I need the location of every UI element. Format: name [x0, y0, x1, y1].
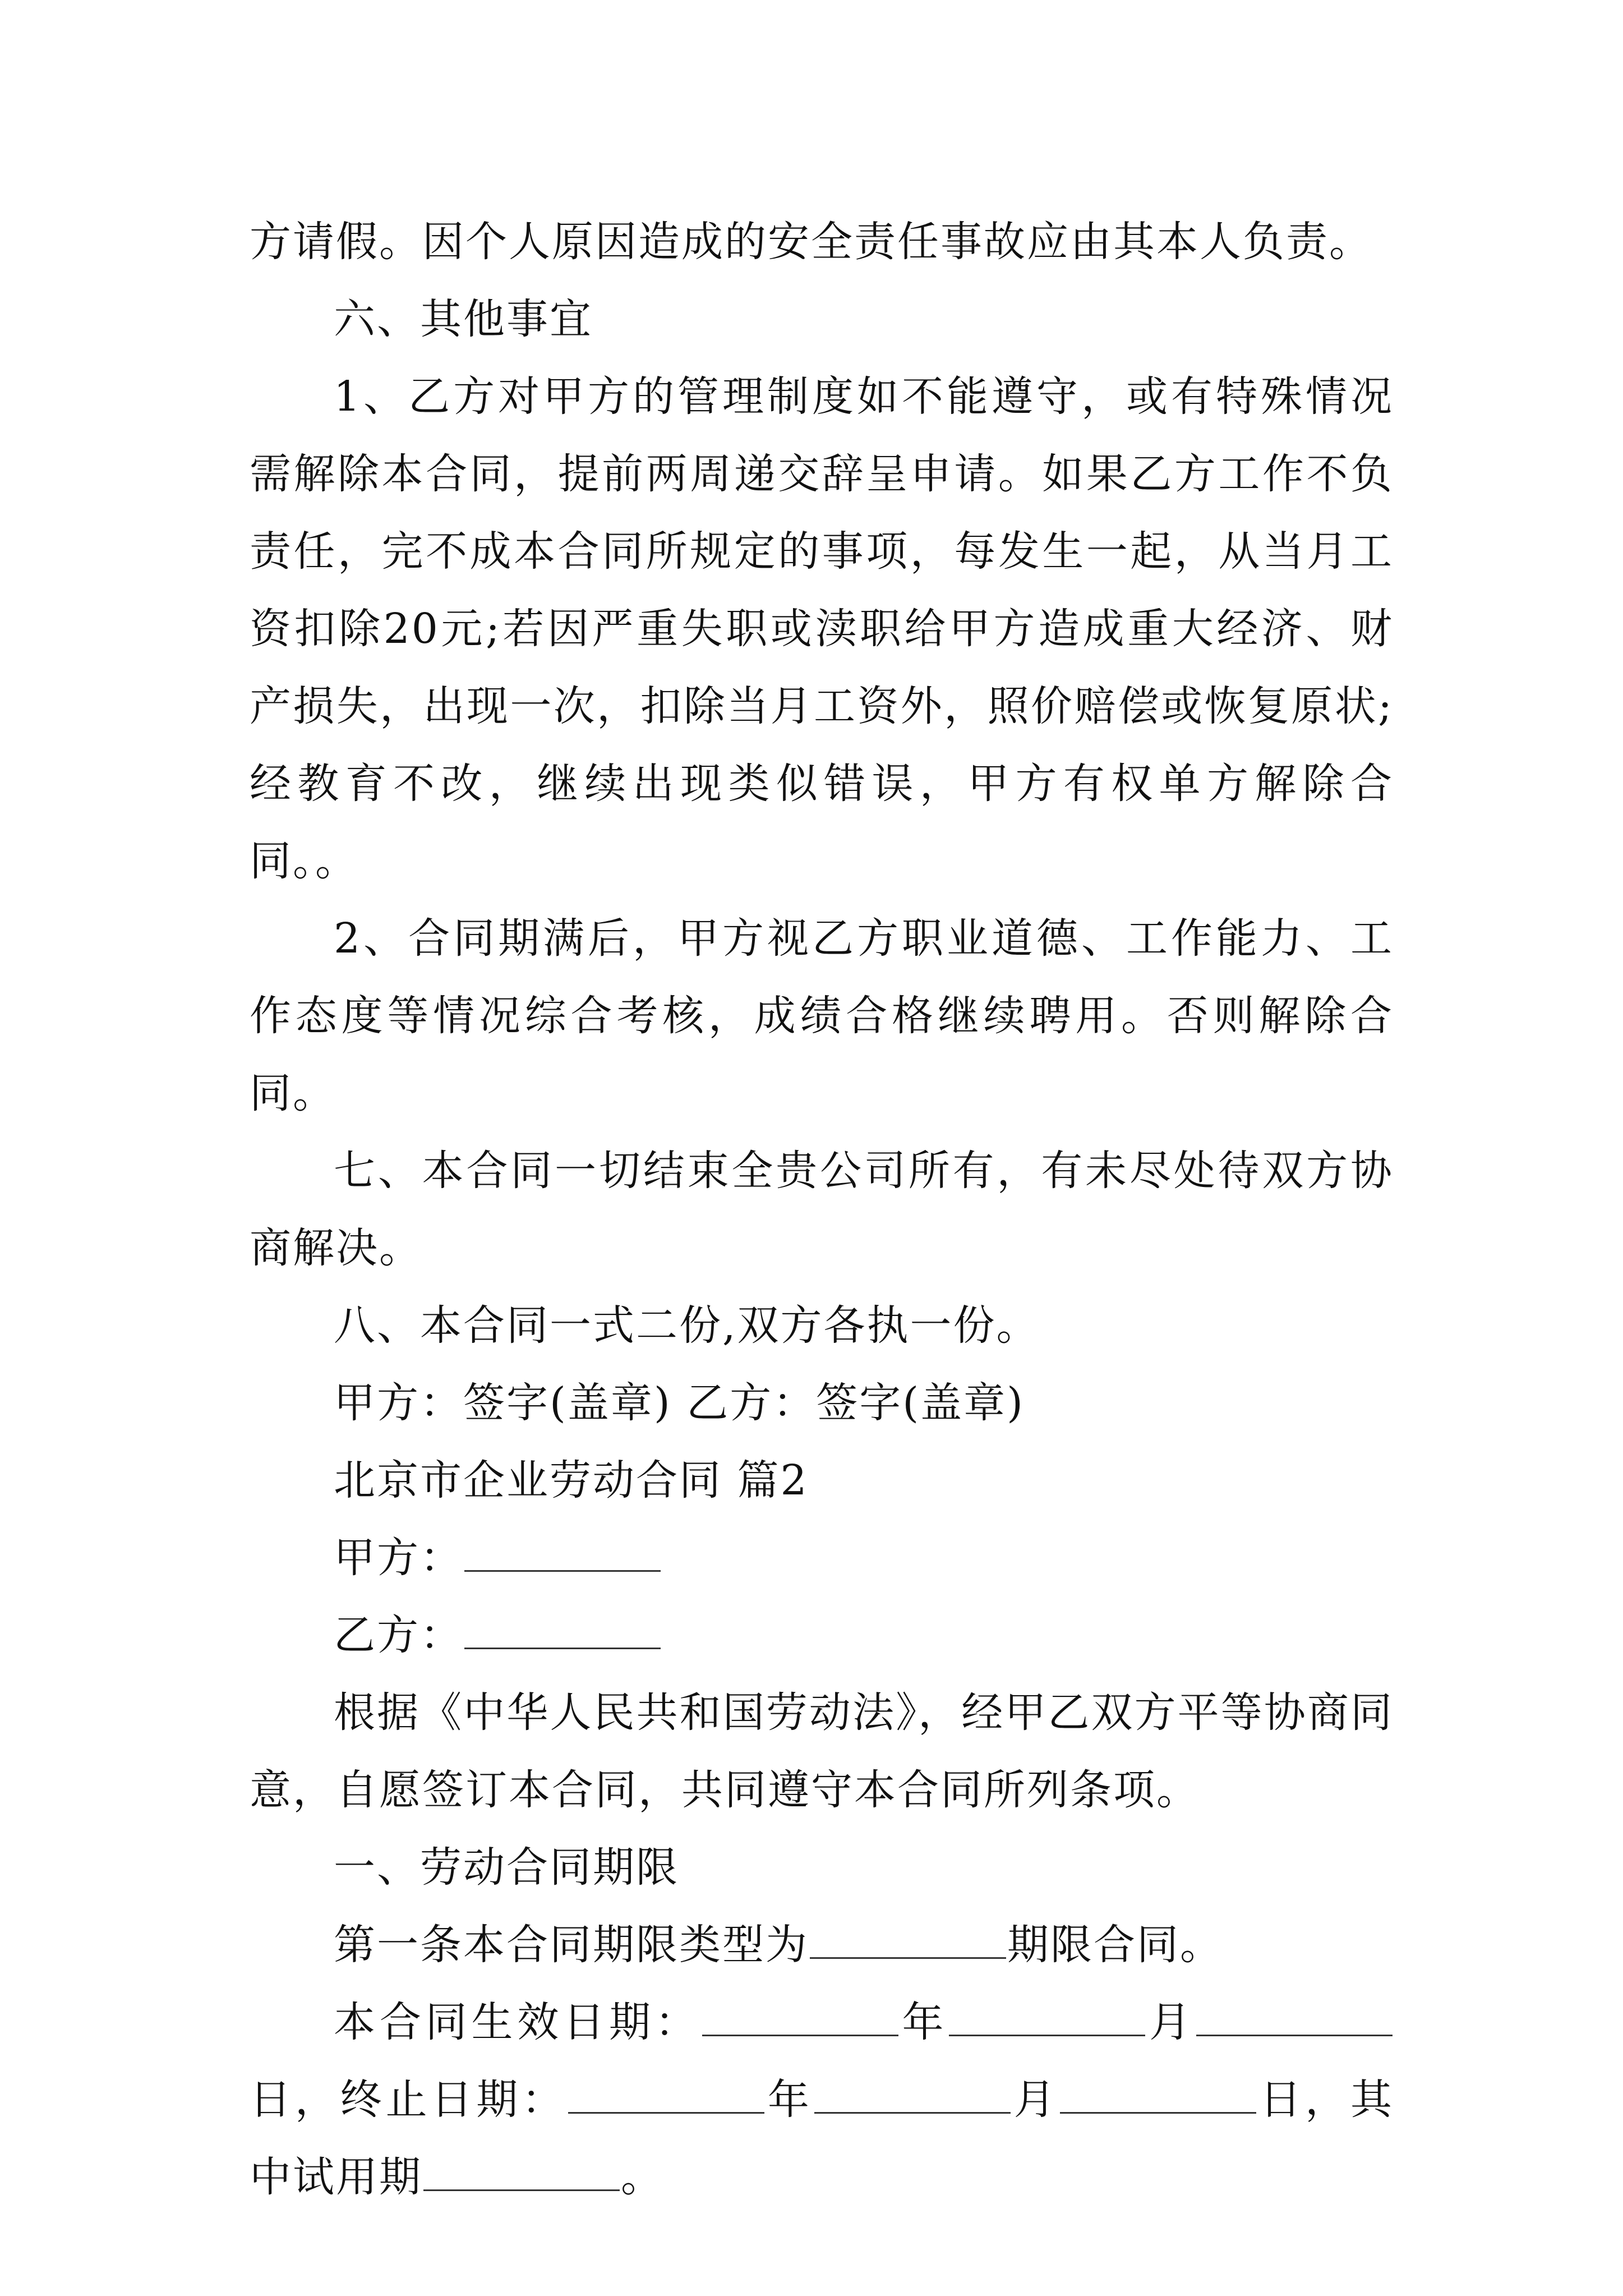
fill-in-blank [464, 1614, 661, 1649]
paragraph-text: 年 [899, 1998, 948, 2046]
paragraph [250, 1442, 1394, 1519]
paragraph [250, 1829, 1394, 1906]
fill-in-blank [702, 2001, 898, 2036]
paragraph-text: 2、合同期满后，甲方视乙方职业道德、工作能力、工作态度等情况综合考核，成绩合格继续聘用。否则解除合同。 [250, 914, 1394, 1117]
paragraph-text: 年 [766, 2076, 813, 2124]
paragraph-text: 八、本合同一式二份,双方各执一份。 [334, 1301, 1040, 1350]
fill-in-blank [949, 2001, 1145, 2036]
paragraph-text: 甲方： [334, 1534, 463, 1582]
paragraph-text: 一、劳动合同期限 [334, 1843, 679, 1892]
paragraph-text: 方请假。因个人原因造成的安全责任事故应由其本人负责。 [250, 218, 1372, 266]
paragraph-text: 本合同生效日期： [334, 1998, 701, 2046]
paragraph [250, 1596, 1394, 1674]
fill-in-blank [464, 1536, 661, 1572]
paragraph [250, 1132, 1394, 1287]
paragraph [250, 1674, 1394, 1829]
paragraph [250, 1906, 1394, 1984]
paragraph [250, 900, 1394, 1132]
paragraph-text: 日，终止日期： [250, 2076, 567, 2124]
paragraph-text: 乙方： [334, 1611, 463, 1659]
paragraph-text: 。 [621, 2153, 664, 2201]
paragraph [250, 1287, 1394, 1364]
fill-in-blank [1196, 2001, 1393, 2036]
paragraph [250, 1519, 1394, 1596]
paragraph-text: 第一条本合同期限类型为 [334, 1921, 809, 1969]
paragraph [250, 1984, 1394, 2216]
paragraph-text: 北京市企业劳动合同 篇2 [334, 1456, 809, 1504]
paragraph-text: 日，其中试用期 [250, 2076, 1394, 2201]
paragraph [250, 358, 1394, 900]
paragraph [250, 280, 1394, 358]
paragraph-text: 七、本合同一切结束全贵公司所有，有未尽处待双方协商解决。 [250, 1147, 1394, 1272]
paragraph-text: 六、其他事宜 [334, 295, 593, 343]
fill-in-blank [423, 2156, 620, 2191]
paragraph-text: 期限合同。 [1007, 1921, 1223, 1969]
paragraph-text: 月 [1011, 2076, 1059, 2124]
fill-in-blank [810, 1924, 1006, 1959]
paragraph-text: 月 [1146, 1998, 1196, 2046]
paragraph-text: 甲方：签字(盖章) 乙方：签字(盖章) [334, 1379, 1025, 1427]
paragraph [250, 1364, 1394, 1442]
fill-in-blank [1060, 2078, 1256, 2114]
paragraph-text: 1、乙方对甲方的管理制度如不能遵守，或有特殊情况需解除本合同，提前两周递交辞呈申请。如果乙方工作不负责任，完不成本合同所规定的事项，每发生一起，从当月工资扣除20元;若因严重失职或渎职给甲方造成重大经济、财产损失，出现一次，扣除当月工资外，照价赔偿或恢复原状;经教育不改，继续出现类似错误，甲方有权单方解除合同。。 [250, 372, 1394, 885]
fill-in-blank [814, 2078, 1011, 2114]
paragraph-text: 根据《中华人民共和国劳动法》，经甲乙双方平等协商同意，自愿签订本合同，共同遵守本合同所列条项。 [250, 1688, 1394, 1814]
document-body [250, 203, 1394, 2216]
fill-in-blank [568, 2078, 764, 2114]
paragraph [250, 203, 1394, 280]
